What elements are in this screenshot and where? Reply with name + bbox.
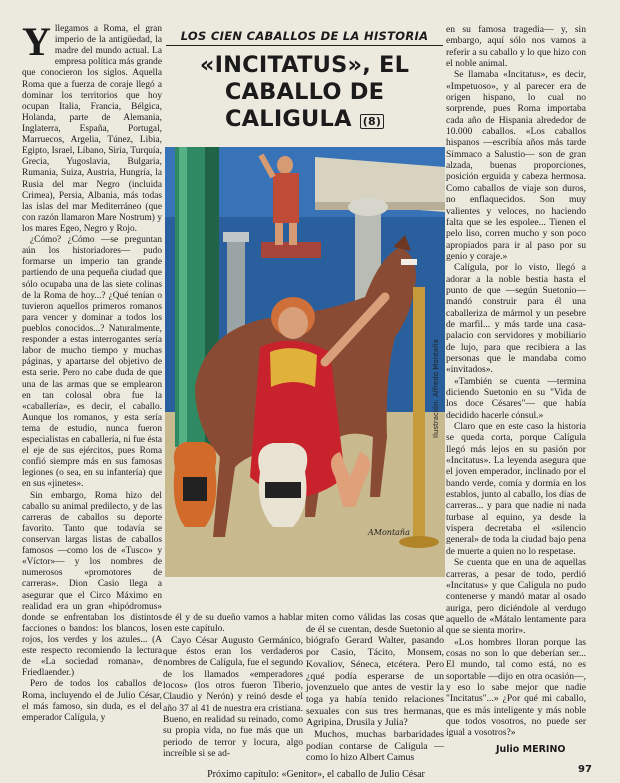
- statue-head: [277, 156, 293, 174]
- column-capital: [223, 232, 249, 242]
- illustration-caligula-horse: [165, 147, 445, 577]
- paragraph: Cayo César Augusto Germánico, que éstos eran los verdaderos nombres de Calígula, fue el segundo de los llamados «emperadores locos» (los otros fueron Tiberio, Claudio y Nerón) y reinó desde el año 37 al 41 de nuestra era cristiana. Bueno, en realidad su reinado, como su propia vida, no fue más que un periodo de terror y locura, algo increíble si se ad-: [163, 634, 303, 760]
- next-chapter-note: Próximo capítulo: «Genitor», el caballo de Julio César: [207, 769, 425, 780]
- golden-candelabrum: [413, 287, 425, 547]
- page-number: 97: [578, 764, 592, 775]
- paragraph: miten como válidas las cosas que de él se cuentan, desde Suetonio al biógrafo Gerard Walter, pasando por Casio, Tácito, Monsem, Kovaliov, Séneca, etcétera. Pero ¿qué podía esperarse de un jovenzuelo que antes de vestir la toga ya había tenido relaciones sexuales con sus tres hermanas, Agripina, Drusila y Julia?: [306, 612, 444, 729]
- paragraph: Se cuenta que en una de aquellas carreras, a pesar de todo, perdió «Incitatus» y que Calígula no pudo contenerse y mandó matar al osado auriga, pero diciéndole al verdugo aquello de «Mátalo lentamente para que se sienta morir».: [446, 557, 586, 637]
- paragraph: Se llamaba «Incitatus», es decir, «Impetuoso», y al parecer era de origen hispano, lo cual no sorprende, pues Roma importaba cada año de Hispania alrededor de 10.000 caballos. «Los caballos hispanos —escribía años más tarde Símmaco a Salustio— son de gran alzada, buenas proporciones, posición erguida y cabeza hermosa. Como caballos de viaje son duros, no enflaquecidos. Son muy valientes y veloces, no haciendo falta que se les espolee... Tienen el pelo liso, corren mucho y son poco apropiados para ir al paso por su genio y coraje.»: [446, 69, 586, 262]
- golden-collar: [270, 348, 317, 387]
- text-column-1: [22, 19, 162, 724]
- horse-blaze: [401, 259, 417, 265]
- paragraph: en su famosa tragedia— y, sin embargo, aquí sólo nos vamos a referir a su caballo y lo que hizo con el noble animal.: [446, 24, 586, 70]
- paragraph: de él y de su dueño vamos a hablar en este capítulo.: [163, 612, 303, 635]
- artist-signature: AMontaña: [368, 528, 410, 537]
- paragraph: Claro que en este caso la historia se queda corta, porque Calígula llegó más lejos en su pasión por «Incitatus». La leyenda asegura que el joven emperador, inclinado por el bando verde, comía y dormía en los establos, junto al caballo, los días de carreras... y para que nadie ni nada turbase al equino, ya desde la víspera decretaba el «silencio general» de toda la ciudad bajo pena de muerte a quien no lo respetase.: [446, 421, 586, 557]
- paragraph: «También se cuenta —termina diciendo Suetonio en su "Vida de los doce Césares"— que había decidido hacerle cónsul.»: [446, 375, 586, 421]
- column-highlight: [179, 147, 187, 447]
- text-column-3: [306, 612, 444, 764]
- candelabrum-base: [399, 536, 439, 548]
- drop-cap: Y: [22, 19, 51, 64]
- text-column-4: [446, 24, 586, 739]
- amphora-figure: [183, 477, 207, 501]
- author-byline: Julio MERINO: [496, 744, 566, 755]
- paragraph: «Los hombres lloran porque las cosas no son lo que deberían ser... El mundo, tal como está, no es soportable —dijo en otra ocasión—, y eso lo sabe mejor que nadie "Incitatus"...» ¿Por qué mi caballo, que es más inteligente y más noble que todos vosotros, no puede ser igual a vosotros?»: [446, 636, 586, 739]
- statue-tunic: [273, 173, 299, 223]
- chapter-number: (8): [360, 114, 384, 129]
- paragraph: Sin embargo, Roma hizo del caballo su animal predilecto, y de las carreras de caballos su deporte favorito. Tanto que todavía se conservan largas listas de caballos famosos —como los de «Tusco» y «Víctor»— y los nombres de numerosos «promotores de carreras». Dion Casio llega a asegurar que el Circo Máximo en realidad era un gran «hipódromus» donde se enfrentaban los distintos facciones o bandos: los blancos, los rojos, los verdes y los azules... (A este respecto recomiendo la lectura de «La sociedad romana», de Friedlaender.): [22, 490, 162, 679]
- text-column-2: [163, 612, 303, 759]
- paragraph: Muchos, muchas barbaridades podían contarse de Calígula —como lo hizo Albert Camus: [306, 729, 444, 764]
- ionic-capital: [348, 198, 388, 216]
- caligula-head: [278, 307, 308, 339]
- series-rule-divider: [166, 45, 443, 46]
- amphora-pattern: [265, 482, 301, 498]
- illustration-credit: Ilustración: Alfredo Montaña: [432, 339, 440, 438]
- statue-leg: [289, 223, 297, 245]
- article-title: «INCITATUS», EL CABALLO DE CALIGULA (8): [199, 52, 410, 132]
- illustration-artwork: [165, 147, 445, 577]
- paragraph: Calígula, por lo visto, llegó a adorar a la noble bestia hasta el punto de que —según Suetonio— mandó construir para él una caballeriza de mármol y un pesebre de marfil... y más tarde una casa-palacio con servidores y mobiliario de lujo, para que recibiera a las personas que le mandaba como «invitados».: [446, 262, 586, 376]
- series-title: LOS CIEN CABALLOS DE LA HISTORIA: [180, 29, 429, 43]
- paragraph: Yllegamos a Roma, el gran imperio de la antigüedad, la madre del mundo actual. La empresa política más grande que conocieron los siglos. Aquella Roma que a fuerza de coraje llegó a dominar los territorios que hoy ocupan Italia, Francia, Bélgica, Holanda, parte de Alemania, Inglaterra, España, Portugal, Marruecos, Argelia, Túnez, Libia, Egipto, Israel, Líbano, Siria, Turquía, Grecia, Yugoslavia, Bulgaria, Rumania, Suiza, Austria, Hungría, la Rusia del mar Negro (incluida Crimea), Persia, Albania, más todas las islas del mar Mediterráneo (que con razón llamaron Mare Nostrum) y los mares Egeo, Negro y Rojo.: [22, 19, 162, 234]
- paragraph: ¿Cómo? ¿Cómo —se preguntan aún los historiadores— pudo formarse un imperio tan grande partiendo de una pequeña ciudad que sólo ocupaba una de las siete colinas de la Roma de hoy...? ¿Qué tenían o tuvieron aquellos primeros romanos para vencer y dominar a todos los pueblos conocidos...? Naturalmente, responder a estas interrogantes sería labor de mucho tiempo y muchas páginas, y apartarse del objetivo de esta serie. Pero no cabe duda de que una de las armas que se emplearon en tan colosal obra fue la «caballería», es decir, el caballo. Aunque los romanos, y esta sería tema de estudio, nunca fueron especialistas en caballería, ni fue ésta el eje de sus ejércitos, pues Roma confió siempre más en sus famosas legiones (o sea, en su infantería) que en sus «jinetes».: [22, 235, 162, 490]
- statue-leg: [275, 223, 283, 245]
- paragraph: Pero de todos los caballos de Roma, incluyendo el de Julio César, el más famoso, sin duda, es el del emperador Calígula, y: [22, 679, 162, 723]
